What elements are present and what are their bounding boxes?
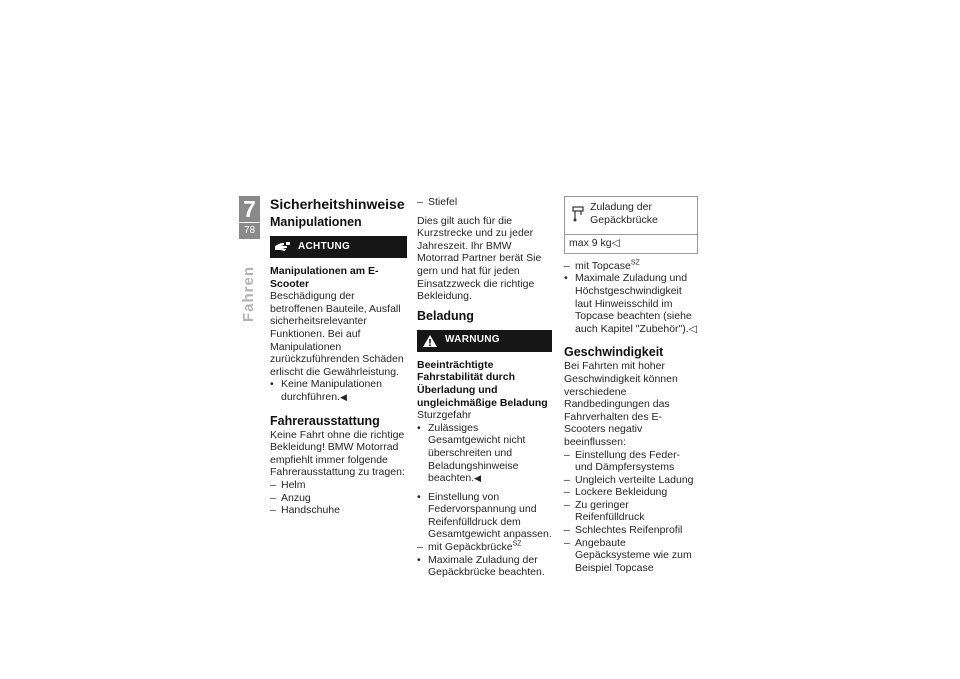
topcase-list [564, 260, 698, 273]
carrier-bullets [417, 554, 552, 579]
list-item: – Handschuhe [270, 504, 407, 517]
loading-list [417, 422, 552, 541]
payload-table [564, 196, 698, 254]
warning-label: WARNUNG [445, 334, 500, 346]
payload-table-label: Zuladung der Gepäckbrücke [590, 201, 658, 226]
end-glyph: ◁ [688, 322, 697, 335]
luggage-carrier-icon [569, 201, 586, 226]
page-number: 78 [243, 225, 256, 236]
list-item: – Angebaute Gepäcksysteme wie zum Beispiel Topcase [564, 537, 698, 575]
end-glyph: ◁ [611, 237, 620, 250]
list-item: – Schlechtes Reifenprofil [564, 524, 698, 537]
payload-table-value: max 9 kg◁ [569, 237, 620, 250]
chapter-number: 7 [243, 196, 256, 222]
superscript-sz: SZ [512, 540, 522, 548]
carrier-list [417, 541, 552, 554]
topcase-bullets [564, 272, 698, 335]
list-item: – Zu geringer Reifenfülldruck [564, 499, 698, 524]
list-item: • Maximale Zuladung der Gepäckbrücke beachten. [417, 554, 552, 579]
equipment-list [270, 479, 407, 517]
equipment-text: Keine Fahrt ohne die richtige Bekleidung! BMW Motorrad empfiehlt immer folgende Fahrerausstattung zu tragen: [270, 428, 405, 479]
payload-table-head [565, 197, 697, 235]
warning-box [417, 330, 552, 352]
warning-triangle-icon [419, 330, 441, 352]
chapter-side-title: Fahren [240, 265, 257, 322]
equipment-list-cont [417, 196, 552, 209]
attention-box [270, 236, 407, 258]
attention-label: ACHTUNG [298, 240, 351, 252]
list-item: • Zulässiges Gesamtgewicht nicht überschreiten und Beladungshinweise beachten.◀ [417, 422, 552, 485]
subheading-rider-equipment: Fahrerausstattung [270, 413, 380, 428]
list-item: • Maximale Zuladung und Höchstgeschwindigkeit laut Hinweisschild im Topcase beachten (siehe auch Kapitel "Zubehör").◁ [564, 272, 698, 335]
list-item: • Keine Manipulationen durchführen.◀ [270, 378, 407, 403]
list-item: – Ungleich verteilte Ladung [564, 474, 698, 487]
list-item: – mit Topcase$^{SZ}$ [564, 260, 698, 273]
subheading-loading: Beladung [417, 308, 474, 323]
list-item: – Anzug [270, 492, 407, 505]
chapter-divider [239, 222, 260, 223]
list-item: – Helm [270, 479, 407, 492]
warning-heading: Beeinträchtigte Fahrstabilität durch Überladung und ungleichmäßige Beladung [417, 358, 548, 409]
chapter-tab [239, 196, 260, 239]
column-3 [564, 196, 698, 574]
manipulation-text: Beschädigung der betroffenen Bauteile, Ausfall sicherheitsrelevanter Funktionen. Bei auf Manipulationen zurückzuführenden Schäden erlischt die Gewährleistung. [270, 290, 404, 378]
subheading-speed: Geschwindigkeit [564, 345, 664, 360]
warning-text: Sturzgefahr [417, 409, 472, 422]
list-item: – Lockere Bekleidung [564, 486, 698, 499]
column-1 [270, 196, 407, 517]
speed-list [564, 449, 698, 575]
hand-tool-icon [272, 236, 294, 258]
list-item: • Einstellung von Federvorspannung und Reifenfülldruck dem Gesamtgewicht anpassen. [417, 491, 552, 541]
list-item: – mit Gepäckbrücke$^{SZ}$ [417, 541, 552, 554]
equipment-note: Dies gilt auch für die Kurzstrecke und zu jeder Jahreszeit. Ihr BMW Motorrad Partner berät Sie gern und hat für jeden Einsatzzweck die richtige Bekleidung. [417, 214, 542, 303]
superscript-sz: SZ [630, 259, 640, 267]
end-marker: ◀ [474, 473, 482, 484]
end-marker: ◀ [339, 391, 347, 402]
speed-text: Bei Fahrten mit hoher Geschwindigkeit können verschiedene Randbedingungen das Fahrverhalten des E-Scooters negativ beeinflussen: [564, 360, 678, 448]
list-item: – Einstellung des Feder- und Dämpfersystems [564, 449, 698, 474]
column-2 [417, 196, 552, 579]
subheading-manipulations: Manipulationen [270, 215, 362, 229]
manipulation-heading: Manipulationen am E-Scooter [270, 265, 379, 290]
list-item: – Stiefel [417, 196, 552, 209]
section-title-safety: Sicherheitshinweise [270, 196, 405, 212]
manipulation-list [270, 378, 407, 403]
